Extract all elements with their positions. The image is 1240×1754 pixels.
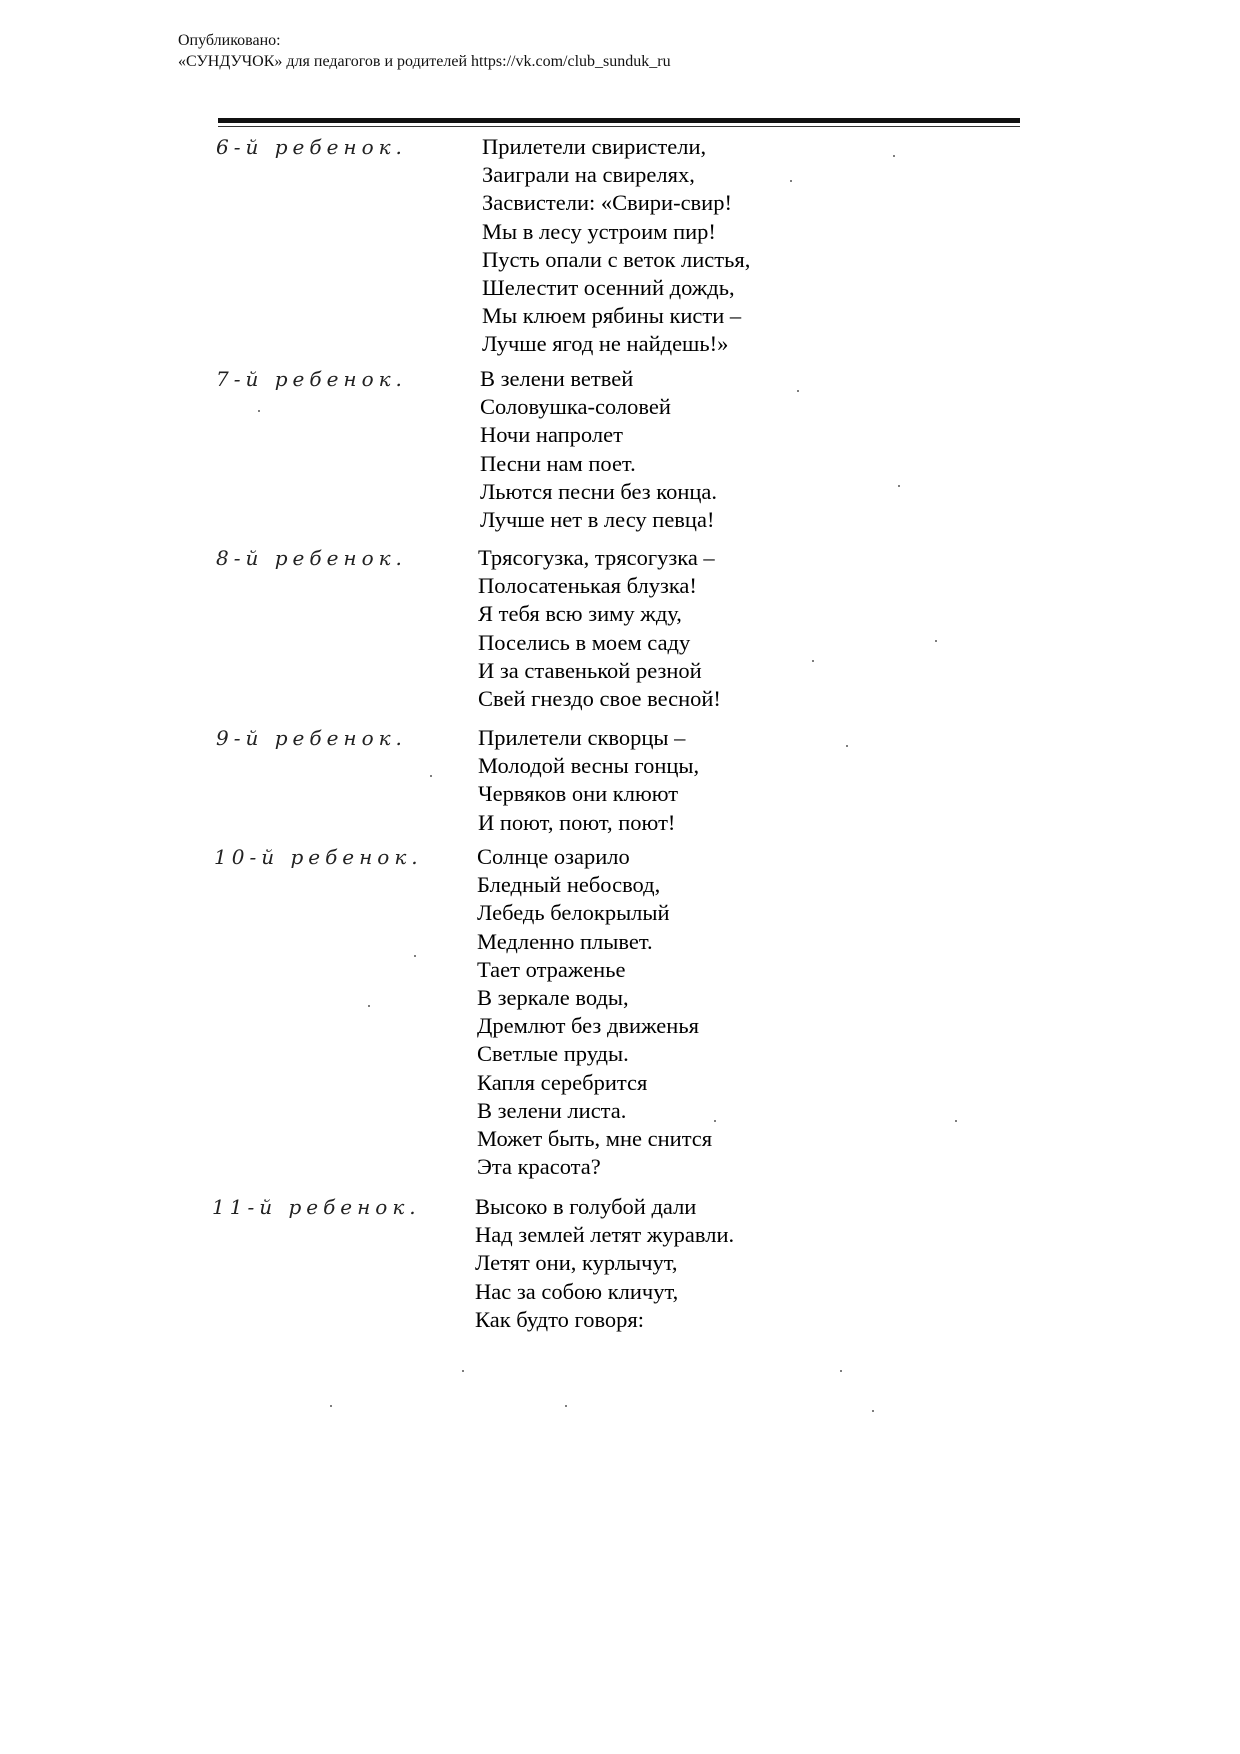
poem-lines (482, 133, 750, 359)
poem-line: Нас за собою кличут, (475, 1278, 679, 1304)
poem-line: Свей гнездо свое весной! (478, 685, 721, 711)
poem-line: Молодой весны гонцы, (478, 753, 700, 779)
poem-line: Дремлют без движенья (477, 1013, 699, 1039)
published-label: Опубликовано: (178, 32, 281, 49)
top-rule (218, 118, 1020, 123)
scan-speck (898, 485, 900, 487)
poem-line: Мы в лесу устроим пир! (482, 218, 716, 244)
poem-line: Солнце озарило (477, 844, 630, 869)
scan-speck (462, 1370, 464, 1372)
poem-line: Пусть опали с веток листья, (482, 246, 751, 272)
poem-line: Трясогузка, трясогузка – (478, 545, 715, 570)
scan-speck (840, 1370, 842, 1372)
poem-line: Летят они, курлычут, (475, 1250, 678, 1276)
poem-line: Над землей летят журавли. (475, 1222, 735, 1248)
poem-line: Светлые пруды. (477, 1041, 629, 1067)
scan-speck (258, 410, 260, 412)
speaker-label: 8-й ребенок. (216, 546, 407, 570)
poem-line: В зелени ветвей (480, 366, 634, 391)
scan-speck (812, 660, 814, 662)
poem-line: Ночи напролет (480, 422, 623, 448)
poem-line: Прилетели свиристели, (482, 134, 707, 159)
poem-line: Я тебя всю зиму жду, (478, 601, 682, 627)
poem-line: Червяков они клюют (478, 781, 679, 807)
poem-line: Полосатенькая блузка! (478, 573, 697, 599)
scan-speck (368, 1005, 370, 1007)
poem-line: В зеркале воды, (477, 984, 629, 1010)
poem-line: Эта красота? (477, 1154, 601, 1180)
scan-speck (430, 775, 432, 777)
speaker-label: 9-й ребенок. (216, 726, 407, 750)
poem-line: Медленно плывет. (477, 928, 653, 954)
scan-speck (935, 640, 937, 642)
publication-header (178, 30, 671, 72)
speaker-label: 10-й ребенок. (214, 845, 423, 869)
poem-line: Тает отраженье (477, 956, 626, 982)
scan-speck (955, 1120, 957, 1122)
poem-lines (475, 1193, 734, 1334)
poem-lines (478, 724, 699, 837)
scan-speck (872, 1410, 874, 1412)
poem-line: Лебедь белокрылый (477, 900, 670, 926)
poem-line: Соловушка-соловей (480, 394, 671, 420)
scan-speck (414, 955, 416, 957)
scan-speck (846, 745, 848, 747)
scan-speck (790, 180, 792, 182)
poem-line: Засвистели: «Свири-свир! (482, 190, 732, 216)
scan-speck (893, 155, 895, 157)
speaker-label: 11-й ребенок. (212, 1195, 421, 1219)
poem-line: Песни нам поет. (480, 450, 636, 476)
top-rule-thin (218, 126, 1020, 127)
speaker-label: 6-й ребенок. (216, 135, 407, 159)
poem-line: Льются песни без конца. (480, 478, 718, 504)
poem-lines (480, 365, 717, 534)
poem-line: И за ставенькой резной (478, 657, 702, 683)
poem-line: Прилетели скворцы – (478, 725, 686, 750)
poem-line: Капля серебрится (477, 1069, 648, 1095)
poem-line: В зелени листа. (477, 1097, 627, 1123)
speaker-label: 7-й ребенок. (216, 367, 407, 391)
poem-line: И поют, поют, поют! (478, 809, 676, 835)
poem-line: Заиграли на свирелях, (482, 162, 695, 188)
poem-line: Шелестит осенний дождь, (482, 274, 735, 300)
poem-line: Мы клюем рябины кисти – (482, 303, 742, 329)
poem-line: Может быть, мне снится (477, 1125, 713, 1151)
scan-speck (565, 1405, 567, 1407)
scan-speck (330, 1405, 332, 1407)
poem-line: Поселись в моем саду (478, 629, 691, 655)
scan-speck (797, 390, 799, 392)
poem-line: Бледный небосвод, (477, 872, 661, 898)
poem-line: Как будто говоря: (475, 1306, 645, 1332)
poem-line: Высоко в голубой дали (475, 1194, 697, 1219)
poem-line: Лучше нет в лесу певца! (480, 506, 715, 532)
poem-line: Лучше ягод не найдешь!» (482, 331, 729, 357)
poem-lines (478, 544, 721, 713)
publisher-credit: «СУНДУЧОК» для педагогов и родителей https://vk.com/club_sunduk_ru (178, 53, 671, 70)
poem-lines (477, 843, 712, 1181)
scan-speck (714, 1120, 716, 1122)
